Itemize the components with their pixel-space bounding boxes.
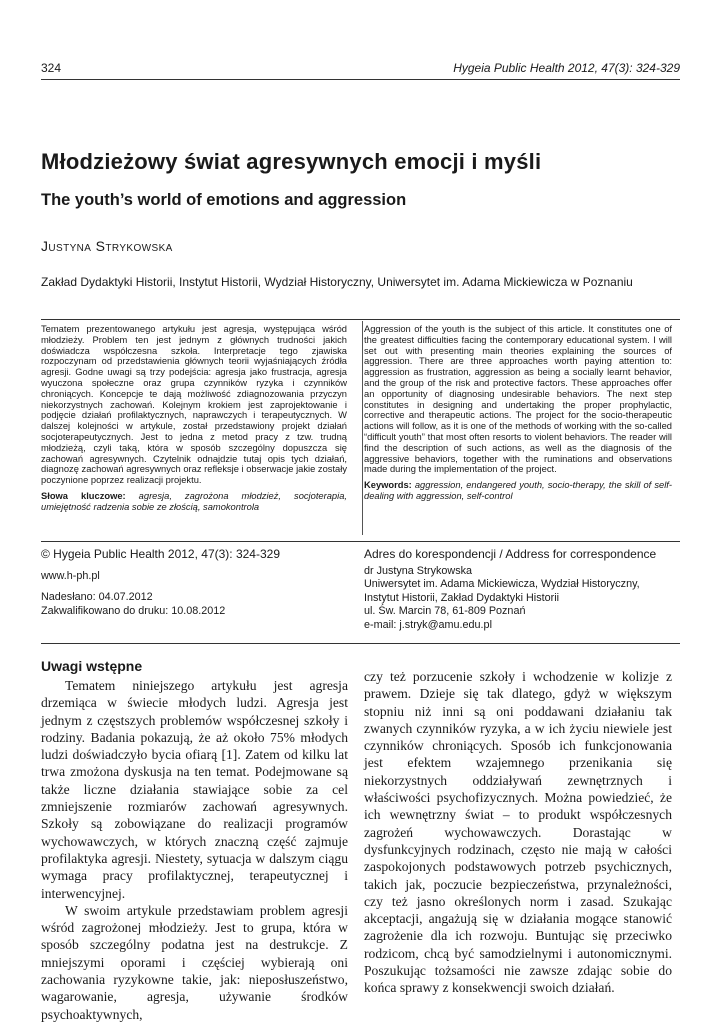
keywords-english-list: aggression, endangered youth, socio-therapy, the skill of self-dealing with aggression, self-control: [364, 480, 672, 501]
correspondence-email[interactable]: e-mail: j.stryk@amu.edu.pl: [364, 618, 492, 631]
copyright-line: © Hygeia Public Health 2012, 47(3): 324-329: [41, 547, 280, 561]
correspondence-block: [364, 548, 680, 632]
publication-meta: [41, 548, 351, 618]
keywords-polish: [41, 491, 347, 513]
abstract-polish-text: Tematem prezentowanego artykułu jest agresja, występująca wśród młodzieży. Problem ten jest jednym z głównych trudności jakich doświadcza współczesna szkoła. Interpretacje tego zjawiska rozpoczynam od przedstawienia głównych teorii wyjaśniających źródła agresji. Godne uwagi są trzy podejścia: agresja jako frustracja, agresja wyuczona społeczne oraz grupa czynników ryzyka i czynników chroniących. Koncepcje te dają możliwość zdiagnozowania przyczyn niekorzystnych zachowań. Kolejnym krokiem jest zaprojektowanie i podjęcie działań profilaktycznych, naprawczych i terapeutycznych. W dalszej kolejności w artykule, został przedstawiony projekt działań socjoterapeutycznych. Jest to jedna z metod pracy z tzw. trudną młodzieżą, czyli taką, która w sposób szczególny dopuszcza się zachowań agresywnych. Czytelnik odnajdzie tutaj opis tych działań, diagnozę zachowań agresywnych oraz refleksje i obserwacje jakie zostały poczynione poprzez realizacji projektu.: [41, 324, 347, 486]
title-polish: Młodzieżowy świat agresywnych emocji i myśli: [41, 149, 542, 174]
meta-top-rule: [41, 541, 680, 542]
section-heading: Uwagi wstępne: [41, 658, 143, 674]
keywords-polish-list: agresja, zagrożona młodzież, socjoterapia, umiejętność radzenia sobie ze złością, samokontrola: [41, 490, 347, 512]
journal-url[interactable]: www.h-ph.pl: [41, 569, 100, 582]
correspondence-line1: Uniwersytet im. Adama Mickiewicza, Wydział Historyczny,: [364, 578, 640, 590]
page-number: 324: [41, 61, 62, 75]
abstract-top-rule: [41, 319, 680, 320]
abstract-polish: [41, 324, 347, 513]
meta-bottom-rule: [41, 643, 680, 644]
title-english: The youth’s world of emotions and aggression: [41, 191, 407, 209]
body-paragraph-1: Tematem niniejszego artykułu jest agresja drzemiąca w świecie młodych ludzi. Agresja jest jednym z częstszych problemów współczesnej szkoły i rodziny. Badania pokazują, że aż około 75% młodych ludzi doświadczyło bycia ofiarą [1]. Zatem od kilku lat trwa zmożona dyskusja na ten temat. Podejmowane są także liczne działania stawiające sobie za cel zmniejszenie rozmiarów zachowań agresywnych. Szkoły są zobowiązane do realizacji programów wychowawczych, w których znaczną część zajmuje profilaktyka agresji. Niestety, sytuacja w dalszym ciągu wymaga pracy profilaktycznej, terapeutycznej i interwencyjnej.: [41, 678, 348, 901]
abstract-english-text: Aggression of the youth is the subject of this article. It constitutes one of the greatest difficulties facing the contemporary educational system. I will set out with presenting main theories explaining the sources of aggression. There are three approaches worth paying attention to: aggression as frustration, aggression as being a socially learnt behavior, and the group of the risk and protective factors. These approaches offer an opportunity of diagnosing undesirable behaviors. The next step constitutes in designing and undertaking the proper prophylactic, corrective and therapeutic actions. The project for the socio-therapeutic actions will follow, as it is one of the methods of working with the so-called “difficult youth” that most often resorts to violent behaviors. The reader will find the description of such actions, as well as the diagnosis of the aggressive behaviors, together with the ruminations and observations made during the implementation of the project.: [364, 324, 672, 475]
keywords-english-label: Keywords:: [364, 480, 412, 491]
correspondence-line3: ul. Św. Marcin 78, 61-809 Poznań: [364, 605, 526, 617]
author-affiliation: Zakład Dydaktyki Historii, Instytut Historii, Wydział Historyczny, Uniwersytet im. Adama Mickiewicza w Poznaniu: [41, 275, 633, 289]
body-column-right: [364, 668, 672, 997]
received-date: Nadesłano: 04.07.2012: [41, 591, 153, 603]
header-rule: [41, 79, 680, 80]
correspondence-title: Adres do korespondencji / Address for correspondence: [364, 547, 657, 561]
abstract-english: [364, 324, 672, 502]
body-paragraph-3: czy też porzucenie szkoły i wchodzenie w kolizje z prawem. Dzieje się tak dlatego, gdyż w większym stopniu niż inni są oni poddawani działaniu tak zwanych czynników ryzyka, a w ich życiu niewiele jest czynników chroniących. Sposób ich funkcjonowania jest efektem wzajemnego przenikania się niekorzystnych oddziaływań zewnętrznych i właściwości psychofizycznych. Można powiedzieć, że ich wewnętrzny świat – to produkt współczesnych zagrożeń wychowawczych. Dorastając w dysfunkcyjnych rodzinach, często nie mają w całości zaspokojonych podstawowych potrzeb psychicznych, takich jak, poczucie bezpieczeństwa, przynależności, czy też jasno określonych norm i zasad. Szukając akceptacji, angażują się w działania mogące stanowić zagrożenie dla ich rozwoju. Buntując się przeciwko rodzicom, chcą być samodzielnymi i autonomicznymi. Poszukując tożsamości nie zawsze zdając sobie do końca sprawy z konsekwencji swoich działań.: [364, 669, 672, 996]
keywords-english: [364, 480, 672, 502]
author-name: Justyna Strykowska: [41, 238, 173, 254]
correspondence-line2: Instytut Historii, Zakład Dydaktyki Historii: [364, 591, 559, 604]
accepted-date: Zakwalifikowano do druku: 10.08.2012: [41, 604, 226, 617]
abstract-column-divider: [362, 321, 363, 535]
keywords-polish-label: Słowa kluczowe:: [41, 490, 126, 501]
correspondence-name: dr Justyna Strykowska: [364, 564, 473, 577]
body-column-left: [41, 658, 348, 1023]
journal-citation: Hygeia Public Health 2012, 47(3): 324-329: [453, 61, 680, 75]
body-paragraph-2: W swoim artykule przedstawiam problem agresji wśród zagrożonej młodzieży. Jest to grupa, która w sposób szczególny podatna jest na destrukcje. Z mniejszymi oporami i częściej wybierają oni zachowania ryzykowne takie, jak: nieposłuszeństwo, wagarowanie, agresja, używanie środków psychoaktywnych,: [41, 902, 348, 1022]
